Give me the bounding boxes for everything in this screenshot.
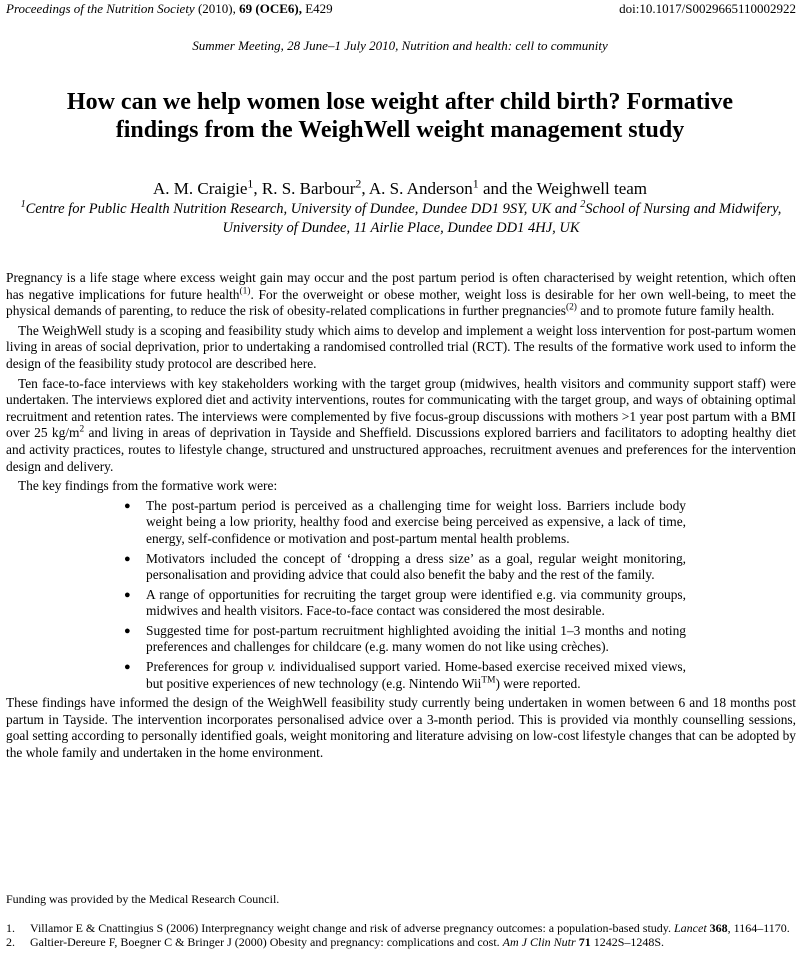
trademark-mark: TM	[481, 675, 496, 686]
paragraph-5: These findings have informed the design of the WeighWell feasibility study currently being undertaken in women between 6 and 18 months post partum in Tayside. The intervention incorporates personalised advice over a 3-month period. This is provided via monthly counselling sessions, goal setting according to personally identified goals, weight monitoring and literature advising on low-cost lifestyle changes that can be adopted by the whole family and undertaken in the home environment.	[6, 695, 796, 761]
reference-number: 2.	[6, 934, 15, 949]
p3-text-a: Ten face-to-face interviews with key stakeholders working with the target group (midwives, health visitors and community support staff) were undertaken. The interviews explored diet and activity interventions, routes for communicating with the target group, and ways of obtaining optimal recruitment and retention rates. The interviews were complemented by five focus-group discussions with mothers >1 year post partum with a BMI over 25 kg/m	[6, 375, 796, 441]
paragraph-2: The WeighWell study is a scoping and feasibility study which aims to develop and implement a weight loss intervention for post-partum women living in areas of social deprivation, prior to undertaking a randomised controlled trial (RCT). The results of the formative work used to inform the design of the feasibility study protocol are described here.	[6, 322, 796, 371]
title-line-1: How can we help women lose weight after child birth? Formative	[66, 89, 734, 115]
affiliations	[6, 200, 796, 238]
finding-1: The post-partum period is perceived as a challenging time for weight loss. Barriers include body weight being a low priority, healthy food and exercise being perceived as expensive, a lack of time, energy, self-confidence or motivation and post-partum mental health problems.	[146, 497, 686, 546]
author-list	[0, 178, 800, 200]
doi: doi:10.1017/S0029665110002922	[619, 1, 796, 16]
author-2-affil: 2	[355, 176, 362, 191]
running-head	[6, 0, 796, 18]
author-4: and the Weighwell team	[478, 179, 648, 198]
p1-text-c: and to promote future family health.	[576, 303, 775, 319]
p1-text-a: Pregnancy is a life stage where excess weight gain may occur and the post partum period is often characterised by weight retention, which often has negative implications for future health	[6, 270, 796, 302]
citation-2: (2)	[566, 302, 577, 313]
reference-pages: 1242S–1248S.	[590, 934, 665, 949]
author-1: A. M. Craigie	[152, 179, 248, 198]
bullet-icon: ●	[124, 552, 131, 565]
reference-item	[6, 922, 796, 936]
reference-volume: 71	[575, 934, 591, 949]
bullet-icon: ●	[124, 661, 131, 674]
finding-3: A range of opportunities for recruiting the target group were identified e.g. via community groups, midwives and health visitors. Face-to-face contact was considered the most desirable.	[146, 586, 686, 619]
journal-issue: (OCE6),	[255, 1, 302, 16]
list-item	[124, 586, 686, 620]
affil-1-marker: 1	[20, 199, 26, 211]
citation-1: (1)	[239, 286, 251, 297]
affil-2-marker: 2	[580, 199, 586, 211]
bullet-icon: ●	[124, 588, 131, 601]
funding-statement: Funding was provided by the Medical Research Council.	[6, 892, 280, 906]
list-item	[124, 622, 686, 656]
reference-journal: Am J Clin Nutr	[502, 934, 576, 949]
reference-text: Galtier-Dereure F, Boegner C & Bringer J (2000) Obesity and pregnancy: complications and cost.	[30, 934, 503, 949]
meeting-line: Summer Meeting, 28 June–1 July 2010, Nutrition and health: cell to community	[192, 38, 608, 53]
list-item	[124, 550, 686, 584]
author-3: , A. S. Anderson	[361, 179, 473, 198]
title-line-2: findings from the WeighWell weight management study	[115, 117, 685, 143]
paragraph-4: The key findings from the formative work were:	[18, 478, 278, 494]
author-2: , R. S. Barbour	[253, 179, 356, 198]
author-1-affil: 1	[247, 176, 254, 191]
p3-text-b: and living in areas of deprivation in Tayside and Sheffield. Discussions explored barriers and facilitators to adopting healthy diet and activity practices, routes to lifestyle change, structured and unstructured approaches, recruitment avenues and preferences for the intervention design and delivery.	[6, 425, 796, 474]
reference-pages: , 1164–1170.	[727, 921, 790, 935]
abstract-body	[6, 270, 796, 765]
journal-page: E429	[305, 1, 333, 16]
author-3-affil: 1	[472, 176, 479, 191]
finding-5-v: v.	[267, 659, 276, 675]
reference-text: Villamor E & Cnattingius S (2006) Interpregnancy weight change and risk of adverse pregnancy outcomes: a population-based study.	[30, 921, 674, 935]
reference-item	[6, 936, 796, 950]
p3-superscript: 2	[79, 424, 85, 435]
bullet-icon: ●	[124, 624, 131, 637]
reference-number: 1.	[6, 921, 15, 935]
finding-5-a: Preferences for group	[146, 659, 268, 675]
finding-2: Motivators included the concept of ‘dropping a dress size’ as a goal, regular weight monitoring, personalisation and providing advice that could also benefit the baby and the rest of the family.	[146, 550, 686, 583]
journal-citation	[6, 0, 333, 18]
list-item	[124, 659, 686, 692]
finding-4: Suggested time for post-partum recruitment highlighted avoiding the initial 1–3 months and noting preferences and challenges for childcare (e.g. many women do not like using crèches).	[146, 622, 686, 655]
findings-list	[6, 498, 796, 693]
finding-5-b: individualised support varied. Home-based exercise received mixed views, but positive experiences of new technology (e.g. Nintendo Wii	[146, 659, 686, 691]
reference-list	[6, 922, 796, 949]
paragraph-1	[6, 270, 796, 320]
affil-2: School of Nursing and Midwifery, University of Dundee, 11 Airlie Place, Dundee DD1 4HJ, UK	[222, 201, 782, 236]
affil-1: Centre for Public Health Nutrition Research, University of Dundee, Dundee DD1 9SY, UK and	[25, 201, 581, 217]
paragraph-3	[6, 376, 796, 476]
paper-title	[20, 88, 780, 144]
bullet-icon: ●	[124, 499, 131, 512]
reference-volume: 368	[706, 921, 728, 935]
journal-name: Proceedings of the Nutrition Society	[6, 1, 195, 16]
list-item	[124, 497, 686, 548]
journal-volume: 69	[239, 1, 253, 16]
reference-journal: Lancet	[674, 921, 707, 935]
p1-text-b: . For the overweight or obese mother, weight loss is desirable for her own well-being, to meet the physical demands of parenting, to reduce the risk of obesity-related complications in further pregnancies	[6, 286, 796, 319]
journal-year: (2010),	[197, 1, 236, 16]
finding-5-c: ) were reported.	[495, 675, 581, 691]
